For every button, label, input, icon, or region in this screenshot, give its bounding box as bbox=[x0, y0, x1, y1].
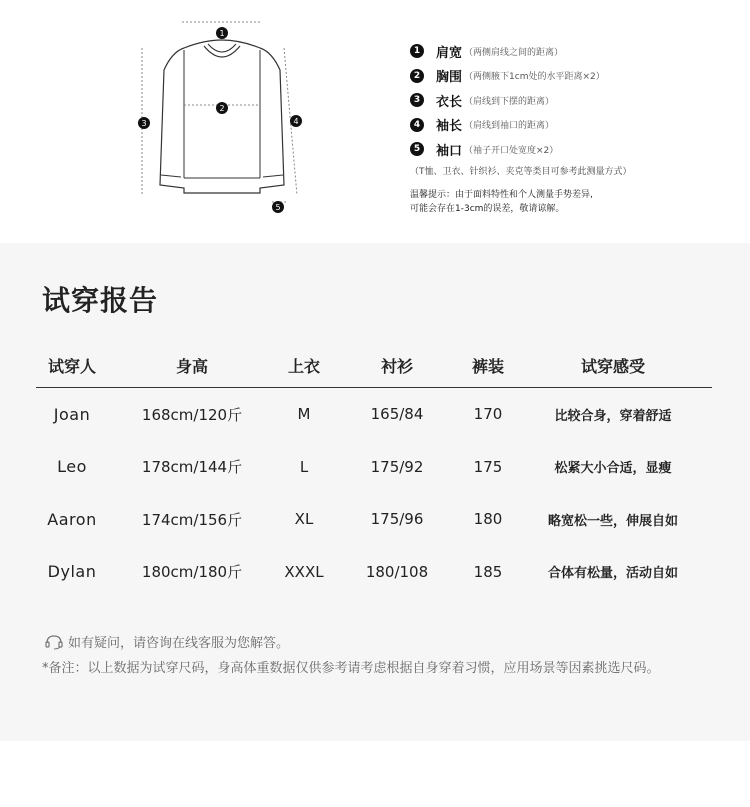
page-footer-space bbox=[0, 741, 750, 807]
cell-name: Leo bbox=[57, 457, 87, 477]
report-title: 试穿报告 bbox=[42, 284, 159, 317]
measure-name: 袖口 bbox=[436, 143, 463, 159]
cell-body: 168cm/120斤 bbox=[141, 405, 243, 424]
cell-feel: 松紧大小合适，显瘦 bbox=[554, 461, 672, 477]
svg-text:3: 3 bbox=[141, 119, 147, 128]
column-header: 衬衫 bbox=[332, 343, 462, 388]
sweater-diagram bbox=[132, 20, 312, 220]
cell-feel: 合体有松量，活动自如 bbox=[547, 566, 678, 582]
size-guide-section bbox=[0, 0, 750, 243]
measure-name: 袖长 bbox=[436, 119, 463, 135]
table-row bbox=[36, 493, 712, 546]
help-line bbox=[44, 632, 289, 651]
cell-shirt: 165/84 bbox=[370, 405, 424, 424]
measure-desc: （肩线到下摆的距离） bbox=[464, 96, 555, 107]
legend-item bbox=[410, 88, 632, 113]
tip-line: 可能会存在1-3cm的误差，敬请谅解。 bbox=[410, 203, 565, 214]
cell-shirt: 175/96 bbox=[370, 510, 424, 529]
cell-feel: 比较合身，穿着舒适 bbox=[554, 408, 672, 424]
cell-top: XXXL bbox=[284, 562, 324, 581]
svg-text:1: 1 bbox=[219, 29, 225, 38]
tip-line: 温馨提示：由于面料特性和个人测量手势差异, bbox=[410, 189, 593, 200]
cell-shirt: 175/92 bbox=[370, 457, 424, 476]
fitting-report-section bbox=[0, 243, 750, 741]
legend-item bbox=[410, 64, 632, 89]
cell-top: L bbox=[299, 457, 309, 476]
table-row bbox=[36, 546, 712, 599]
cell-top: XL bbox=[294, 510, 314, 529]
column-header: 裤装 bbox=[462, 343, 514, 388]
measure-name: 胸围 bbox=[436, 70, 463, 86]
cell-pants: 175 bbox=[473, 457, 503, 476]
number-badge: 4 bbox=[410, 118, 424, 132]
cell-name: Aaron bbox=[47, 509, 97, 529]
cell-name: Dylan bbox=[47, 562, 97, 582]
column-header: 试穿人 bbox=[36, 343, 108, 388]
table-row bbox=[36, 441, 712, 494]
cell-pants: 185 bbox=[473, 562, 503, 581]
measure-legend bbox=[410, 39, 632, 216]
cell-body: 174cm/156斤 bbox=[141, 510, 243, 529]
help-text: 如有疑问，请咨询在线客服为您解答。 bbox=[68, 636, 290, 651]
svg-text:2: 2 bbox=[219, 104, 225, 113]
cell-body: 180cm/180斤 bbox=[141, 563, 243, 582]
cell-name: Joan bbox=[53, 404, 91, 424]
number-badge: 3 bbox=[410, 93, 424, 107]
cell-body: 178cm/144斤 bbox=[141, 458, 243, 477]
measure-desc: （两侧腋下1cm处的水平距离×2） bbox=[464, 72, 605, 83]
cell-pants: 170 bbox=[473, 405, 503, 424]
measure-desc: （袖子开口处宽度×2） bbox=[464, 145, 559, 156]
measure-desc: （两侧肩线之间的距离） bbox=[464, 47, 564, 58]
footnote: *备注：以上数据为试穿尺码，身高体重数据仅供参考请考虑根据自身穿着习惯，应用场景等因素挑选尺码。 bbox=[42, 661, 660, 676]
svg-text:4: 4 bbox=[293, 117, 299, 126]
table-row bbox=[36, 388, 712, 441]
headset-icon bbox=[44, 634, 64, 650]
number-badge: 1 bbox=[410, 44, 424, 58]
measure-name: 肩宽 bbox=[436, 45, 463, 61]
svg-text:5: 5 bbox=[275, 203, 281, 212]
tip-text bbox=[410, 188, 632, 216]
measure-note: （T恤、卫衣、针织衫、夹克等类目可参考此测量方式） bbox=[410, 166, 632, 177]
legend-item bbox=[410, 137, 632, 162]
number-badge: 5 bbox=[410, 142, 424, 156]
legend-item bbox=[410, 113, 632, 138]
legend-item bbox=[410, 39, 632, 64]
measure-desc: （肩线到袖口的距离） bbox=[464, 121, 555, 132]
column-header: 试穿感受 bbox=[514, 343, 712, 388]
fitting-table bbox=[36, 343, 712, 598]
number-badge: 2 bbox=[410, 69, 424, 83]
cell-pants: 180 bbox=[473, 510, 503, 529]
cell-top: M bbox=[297, 405, 311, 424]
cell-shirt: 180/108 bbox=[365, 562, 429, 581]
measure-name: 衣长 bbox=[436, 94, 463, 110]
cell-feel: 略宽松一些，伸展自如 bbox=[547, 513, 678, 529]
table-header-row bbox=[36, 343, 712, 388]
column-header: 上衣 bbox=[276, 343, 332, 388]
column-header: 身高 bbox=[108, 343, 276, 388]
